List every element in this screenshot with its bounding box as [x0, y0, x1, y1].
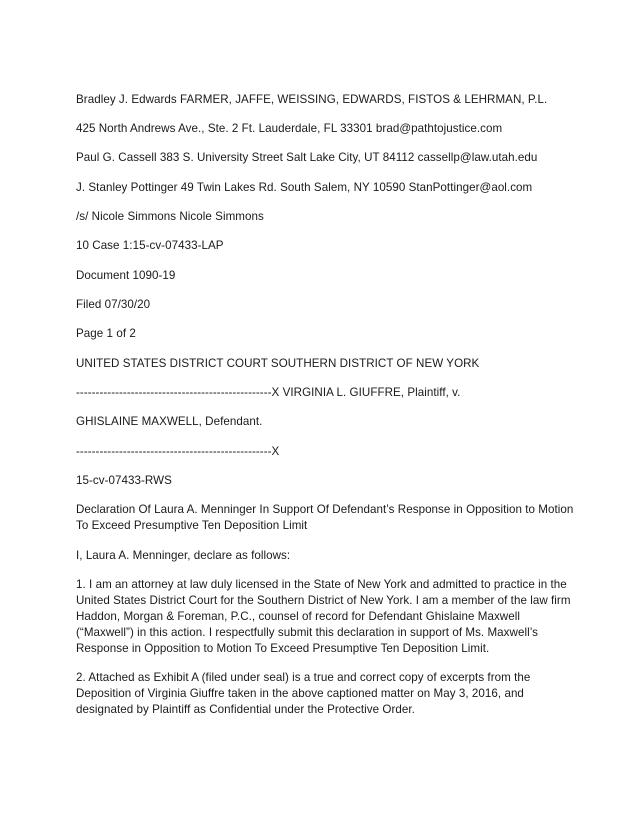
counsel-address-email: 425 North Andrews Ave., Ste. 2 Ft. Lauderdale, FL 33301 brad@pathtojustice.com — [76, 122, 503, 135]
court-name: UNITED STATES DISTRICT COURT SOUTHERN DISTRICT OF NEW YORK — [76, 357, 480, 370]
document-page — [76, 0, 576, 825]
counsel-pottinger-contact: J. Stanley Pottinger 49 Twin Lakes Rd. South Salem, NY 10590 StanPottinger@aol.com — [76, 181, 533, 194]
paragraph-1: 1. I am an attorney at law duly licensed in the State of New York and admitted to practice in the United States District Court for the Southern District of New York. I am a member of the law firm Haddon, Morgan & Foreman, P.C., counsel of record for Defendant Ghislaine Maxwell (“Maxwell”) in this action. I respectfully submit this declaration in support of Ms. Maxwell’s Response in Opposition to Motion To Exceed Presumptive Ten Deposition Limit. — [76, 578, 571, 655]
declaration-intro: I, Laura A. Menninger, declare as follows: — [76, 549, 291, 562]
docket-number: 15-cv-07433-RWS — [76, 474, 172, 487]
signature-line: /s/ Nicole Simmons Nicole Simmons — [76, 210, 264, 223]
caption-plaintiff: --------------------------------------------------X VIRGINIA L. GIUFFRE, Plaintiff, v. — [76, 386, 461, 399]
declaration-title: Declaration Of Laura A. Menninger In Support Of Defendant’s Response in Opposition to Motion To Exceed Presumptive Ten Deposition Limit — [76, 503, 574, 532]
filed-date: Filed 07/30/20 — [76, 298, 151, 311]
caption-defendant: GHISLAINE MAXWELL, Defendant. — [76, 415, 263, 428]
caption-divider: --------------------------------------------------X — [76, 445, 280, 458]
document-number: Document 1090-19 — [76, 269, 176, 282]
page-number: Page 1 of 2 — [76, 327, 136, 340]
counsel-name-firm: Bradley J. Edwards FARMER, JAFFE, WEISSING, EDWARDS, FISTOS & LEHRMAN, P.L. — [76, 93, 548, 106]
case-number: 10 Case 1:15-cv-07433-LAP — [76, 239, 224, 252]
paragraph-2: 2. Attached as Exhibit A (filed under seal) is a true and correct copy of excerpts from the Deposition of Virginia Giuffre taken in the above captioned matter on May 3, 2016, and designated by Plaintiff as Confidential under the Protective Order. — [76, 671, 531, 716]
counsel-cassell-contact: Paul G. Cassell 383 S. University Street Salt Lake City, UT 84112 cassellp@law.utah.edu — [76, 151, 538, 164]
